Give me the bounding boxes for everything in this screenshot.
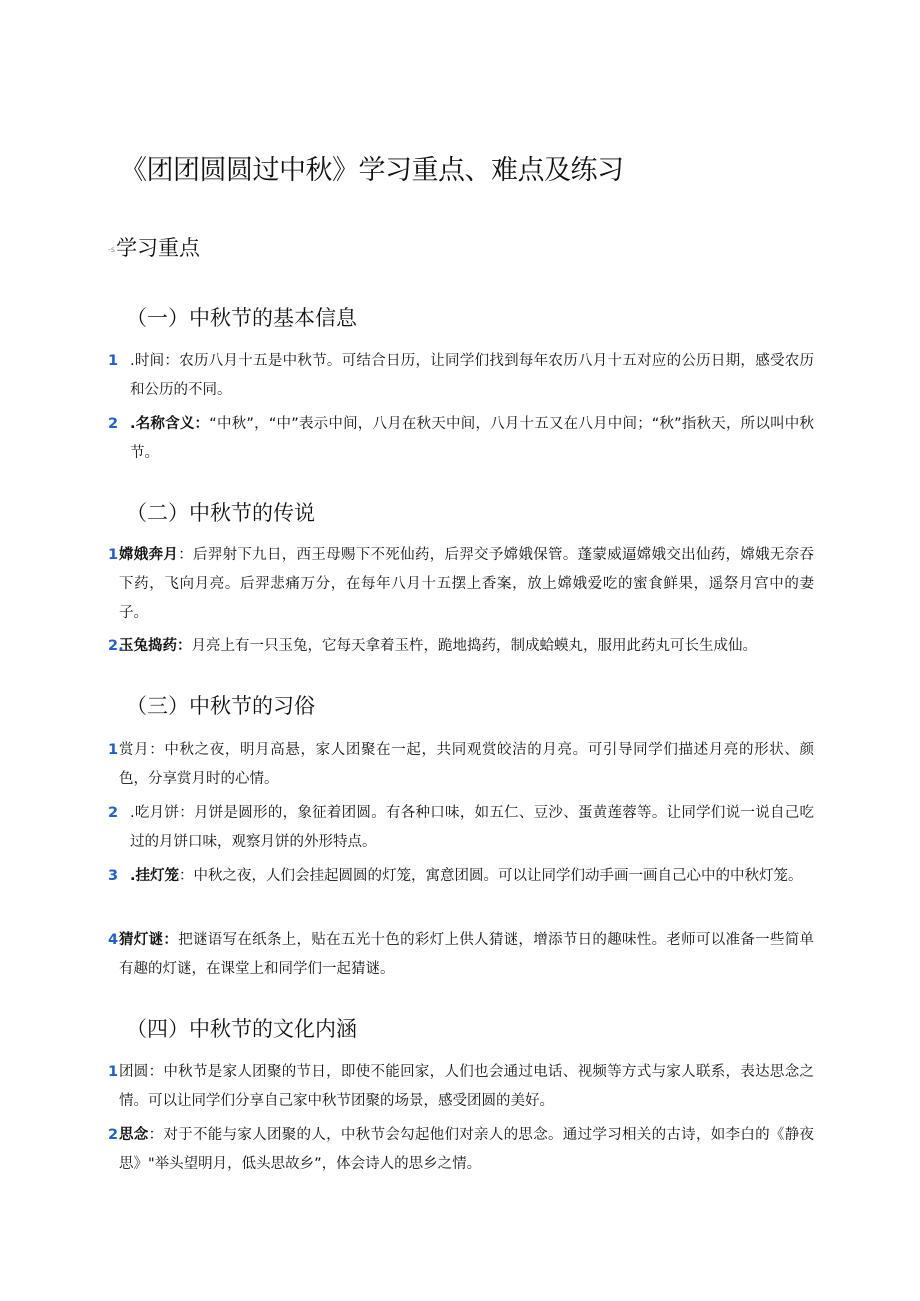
- part-heading: [108, 232, 200, 262]
- item-term: 思念: [119, 1127, 149, 1143]
- section-heading-customs: （三）中秋节的习俗: [126, 694, 315, 718]
- list-item: [108, 799, 814, 857]
- item-separator: ：: [179, 805, 194, 821]
- item-term: .挂灯笼: [130, 868, 180, 884]
- item-number: 2.: [108, 638, 124, 654]
- list-item: [108, 541, 814, 628]
- section-heading-culture: （四）中秋节的文化内涵: [126, 1017, 357, 1041]
- item-number: 2: [108, 1127, 119, 1143]
- item-text: 农历八月十五是中秋节。可结合日历，让同学们找到每年农历八月十五对应的公历日期，感受农历和公历的不同。: [130, 353, 815, 398]
- item-number: 1: [108, 1064, 119, 1080]
- list-item: [108, 736, 814, 794]
- item-number: 1: [108, 742, 119, 758]
- item-term: .名称含义: [130, 416, 195, 432]
- item-text: 把谜语写在纸条上，贴在五光十色的彩灯上供人猜谜，增添节日的趣味性。老师可以准备一些简单有趣的灯谜，在课堂上和同学们一起猜谜。: [119, 932, 815, 977]
- item-number: 2: [108, 416, 119, 432]
- item-text: 后羿射下九日，西王母赐下不死仙药，后羿交予嫦娥保管。蓬蒙威逼嫦娥交出仙药，嫦娥无奈吞下药，飞向月亮。后羿悲痛万分，在每年八月十五摆上香案，放上嫦娥爱吃的蜜食鲜果，遥祭月宫中的妻子。: [119, 547, 815, 621]
- item-term: .时间: [130, 353, 165, 369]
- list-item: [108, 1058, 814, 1116]
- section-heading-legends: （二）中秋节的传说: [126, 501, 315, 525]
- document-title: 《团团圆圆过中秋》学习重点、难点及练习: [120, 155, 624, 186]
- item-number: 1: [108, 353, 119, 369]
- item-text: 中秋节是家人团聚的节日，即使不能回家，人们也会通过电话、视频等方式与家人联系，表达思念之情。可以让同学们分享自己家中秋节团聚的场景，感受团圆的美好。: [119, 1064, 815, 1109]
- item-separator: ：: [177, 638, 192, 654]
- item-separator: ：: [148, 1127, 164, 1143]
- item-text: “中秋”，“中”表示中间，八月在秋天中间，八月十五又在八月中间；“秋”指秋天，所以叫中秋节。: [130, 416, 815, 461]
- item-text: 中秋之夜，人们会挂起圆圆的灯笼，寓意团圆。可以让同学们动手画一画自己心中的中秋灯笼。: [193, 868, 803, 884]
- list-item: [108, 1121, 814, 1179]
- item-term: 玉兔捣药: [119, 638, 177, 654]
- item-separator: ：: [164, 353, 180, 369]
- item-separator: ：: [149, 742, 165, 758]
- item-number: 2: [108, 805, 119, 821]
- list-item: [108, 347, 814, 405]
- item-separator: ：: [148, 1064, 164, 1080]
- item-term: .吃月饼: [130, 805, 180, 821]
- part-heading-text: 学习重点: [116, 236, 201, 260]
- item-number: 1: [108, 547, 119, 563]
- item-separator: ：: [179, 868, 194, 884]
- item-number: 4: [108, 932, 119, 948]
- list-item: [108, 862, 814, 891]
- list-item: [108, 410, 814, 468]
- part-marker: -s: [108, 244, 116, 254]
- item-text: 月饼是圆形的，象征着团圆。有各种口味，如五仁、豆沙、蛋黄莲蓉等。让同学们说一说自己吃过的月饼口味，观察月饼的外形特点。: [130, 805, 815, 850]
- item-term: 嫦娥奔月: [119, 547, 179, 563]
- item-separator: ：: [178, 547, 193, 563]
- item-term: 赏月: [119, 742, 150, 758]
- list-item: [108, 632, 814, 661]
- item-text: 中秋之夜，明月高悬，家人团聚在一起，共同观赏皎洁的月亮。可引导同学们描述月亮的形状、颜色，分享赏月时的心情。: [119, 742, 815, 787]
- item-text: 对于不能与家人团聚的人，中秋节会勾起他们对亲人的思念。通过学习相关的古诗，如李白的《静夜思》"举头望明月，低头思故乡”，体会诗人的思乡之情。: [119, 1127, 815, 1172]
- section-heading-basic-info: （一）中秋节的基本信息: [126, 306, 357, 330]
- item-term: 猜灯谜: [119, 932, 164, 948]
- item-text: 月亮上有一只玉兔，它每天拿着玉杵，跪地捣药，制成蛤蟆丸，服用此药丸可长生成仙。: [191, 638, 757, 654]
- item-number: 3: [108, 868, 119, 884]
- item-term: 团圆: [119, 1064, 149, 1080]
- item-separator: ：: [194, 416, 210, 432]
- list-item: [108, 926, 814, 984]
- item-separator: ：: [163, 932, 179, 948]
